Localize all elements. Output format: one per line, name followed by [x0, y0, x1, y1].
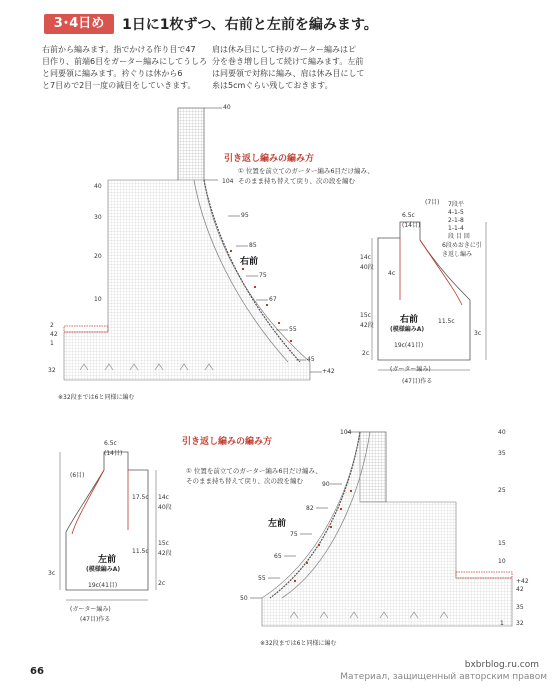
row-label: 82: [306, 505, 314, 512]
row-label: 65: [274, 553, 282, 560]
row-label: 42: [516, 586, 524, 593]
row-label: 20: [94, 253, 102, 260]
schematic-dim: 4c: [388, 270, 396, 277]
row-label: 25: [498, 487, 506, 494]
row-label: +42: [322, 368, 335, 375]
right-schematic-pattern: (模様編みA): [390, 326, 425, 333]
schematic-dim: 15c: [360, 312, 371, 319]
row-label: 40: [498, 429, 506, 436]
row-label: 75: [259, 272, 267, 279]
schematic-dim: 11.5c: [438, 318, 455, 325]
right-schematic-bottom: 19c(41目): [394, 342, 424, 349]
row-label: 45: [307, 356, 315, 363]
schematic-dim: 6.5c: [402, 212, 415, 219]
left-chart-footnote: ※32段までは6と同様に編む: [260, 640, 337, 647]
left-schematic-bottom: 19c(41目): [88, 582, 118, 589]
row-label: 42: [50, 331, 58, 338]
row-label: 32: [516, 620, 524, 627]
row-label: 1: [50, 340, 54, 347]
right-short-row-title: 引き返し編みの編み方: [224, 154, 315, 164]
intro-left: 右前から編みます。指でかける作り目で47 目作り、前端6目をガーター編みにしてうしろと同要領に編みます。衿ぐりは休から6 と7目めで2目一度の減目をしていきます。: [42, 45, 208, 90]
schematic-dim: (14目): [402, 222, 421, 229]
step-badge: 3･4日め: [44, 14, 114, 34]
row-label: 67: [269, 296, 277, 303]
row-label: 104: [340, 429, 352, 436]
right-front-chart-label: 右前: [240, 257, 259, 267]
row-label: 95: [241, 212, 249, 219]
schematic-dim: (7目): [425, 199, 440, 206]
row-label: 35: [516, 604, 524, 611]
row-label: 1: [500, 620, 504, 627]
page-number: 66: [30, 666, 44, 677]
row-label: +42: [516, 578, 529, 585]
row-label: 2: [50, 322, 54, 329]
row-label: 10: [94, 296, 102, 303]
schematic-dim: 14c: [360, 254, 371, 261]
schematic-dim: 42段: [360, 322, 374, 329]
schematic-dim: 15c: [158, 540, 169, 547]
right-schematic-width: (47目)作る: [402, 378, 433, 385]
right-schematic-name: 右前: [400, 315, 419, 325]
row-label: 40: [223, 104, 231, 111]
left-schematic-garter: (ガーター編み): [70, 606, 111, 613]
schematic-dim: 3c: [474, 330, 482, 337]
schematic-dim: 42段: [158, 550, 172, 557]
schematic-dim: 14c: [158, 494, 169, 501]
right-short-row-note: ① 位置を前立てのガーター編み6目だけ編み、 そのまま持ち替えて戻り、次の段を編む: [238, 167, 374, 185]
row-label: 90: [322, 481, 330, 488]
page-title: 1日に1枚ずつ、右前と左前を編みます。: [122, 17, 378, 33]
schematic-dim: (14目): [104, 450, 123, 457]
left-short-row-title: 引き返し編みの編み方: [182, 437, 273, 447]
schematic-dim: 17.5c: [132, 494, 149, 501]
row-label: 40: [94, 183, 102, 190]
row-label: 55: [289, 326, 297, 333]
schematic-dim: 3c: [48, 570, 56, 577]
decrease-notes: 7段平 4-1-5 2-1-8 1-1-4 段 目 回: [448, 201, 470, 240]
schematic-dim: (6目): [70, 472, 85, 479]
schematic-dim: 2c: [362, 350, 370, 357]
left-schematic-name: 左前: [98, 555, 117, 565]
left-schematic-width: (47目)作る: [80, 616, 111, 623]
left-schematic-pattern: (模様編みA): [86, 566, 121, 573]
copyright-watermark: Материал, защищенный авторским правом: [340, 672, 547, 682]
schematic-dim: 40段: [158, 504, 172, 511]
short-row-hint: 6段めおきに引き返し編み: [442, 242, 482, 258]
row-label: 85: [249, 242, 257, 249]
schematic-dim: 40段: [360, 264, 374, 271]
row-label: 75: [290, 531, 298, 538]
row-label: 50: [240, 595, 248, 602]
right-schematic-garter: (ガーター編み): [390, 366, 431, 373]
site-watermark: bxbrblog.ru.com: [464, 660, 539, 670]
intro-right: 肩は休み目にして持のガーター編みはピ 分を巻き増し目して続けて編みます。左前 は同要領で対称に編み、肩は休み目にして 糸は5cmぐらい残しておきます。: [212, 45, 365, 90]
row-label: 10: [498, 558, 506, 565]
row-label: 104: [222, 178, 234, 185]
row-label: 55: [258, 575, 266, 582]
schematic-dim: 11.5c: [132, 548, 149, 555]
left-front-chart-label: 左前: [268, 519, 287, 529]
left-short-row-note: ① 位置を前立てのガーター編み6目だけ編み、 そのまま持ち替えて戻り、次の段を編む: [186, 467, 322, 485]
row-label: 15: [498, 540, 506, 547]
right-chart-footnote: ※32段までは6と同様に編む: [58, 394, 135, 401]
schematic-dim: 2c: [158, 580, 166, 587]
schematic-dim: 6.5c: [104, 440, 117, 447]
row-label: 30: [94, 214, 102, 221]
row-label: 32: [48, 367, 56, 374]
row-label: 35: [498, 450, 506, 457]
